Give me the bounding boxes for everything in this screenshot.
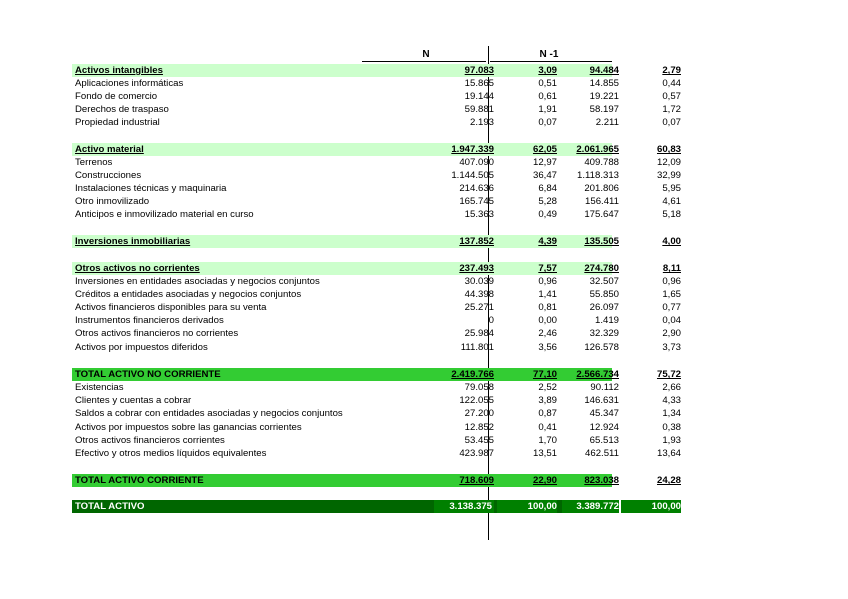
- value-n: 122.055: [459, 395, 494, 406]
- percent-n-1: 1,93: [662, 435, 681, 446]
- table-row: [72, 77, 681, 90]
- row-label: Créditos a entidades asociadas y negocios conjuntos: [75, 289, 302, 300]
- value-n: 19.144: [464, 91, 494, 102]
- row-label: Terrenos: [75, 157, 113, 168]
- table-row: [72, 314, 681, 327]
- value-n-1: 94.484: [589, 65, 619, 76]
- value-n-1: 65.513: [589, 435, 619, 446]
- row-label: Otro inmovilizado: [75, 196, 150, 207]
- table-row: [72, 90, 681, 103]
- value-n-1: 274.780: [584, 263, 619, 274]
- total-row: [72, 500, 681, 513]
- value-n-1: 32.329: [589, 328, 619, 339]
- table-row: [72, 182, 681, 195]
- percent-n: 5,28: [538, 196, 557, 207]
- percent-n: 7,57: [538, 263, 557, 274]
- value-n-1: 45.347: [589, 408, 619, 419]
- value-n: 1.947.339: [451, 144, 494, 155]
- percent-n-1: 0,96: [662, 276, 681, 287]
- row-label: Instrumentos financieros derivados: [75, 315, 224, 326]
- percent-n: 1,41: [538, 289, 557, 300]
- value-n: 30.039: [464, 276, 494, 287]
- value-n-1: 126.578: [584, 342, 619, 353]
- value-n-1: 12.924: [589, 422, 619, 433]
- table-row: [72, 103, 681, 116]
- value-n-1: 823.038: [584, 475, 619, 486]
- percent-n-1: 0,07: [662, 117, 681, 128]
- value-n: 44.398: [464, 289, 494, 300]
- percent-n: 0,49: [538, 209, 557, 220]
- percent-n: 77,10: [532, 369, 557, 380]
- row-label: Aplicaciones informáticas: [75, 78, 184, 89]
- percent-n-1: 2,79: [662, 65, 681, 76]
- row-label: Propiedad industrial: [75, 117, 160, 128]
- value-n-1: 19.221: [589, 91, 619, 102]
- value-n-1: 1.419: [594, 315, 619, 326]
- row-label: Inversiones en entidades asociadas y negocios conjuntos: [75, 276, 320, 287]
- value-n-1: 2.211: [595, 117, 619, 128]
- percent-n-1: 5,95: [662, 183, 681, 194]
- percent-n-1: 0,44: [662, 78, 681, 89]
- table-row: [72, 208, 681, 221]
- percent-n: 62,05: [532, 144, 557, 155]
- percent-n: 12,97: [532, 157, 557, 168]
- value-n-1: 2.566.734: [576, 369, 619, 380]
- row-label: Saldos a cobrar con entidades asociadas y negocios conjuntos: [75, 408, 343, 419]
- table-row: [72, 407, 681, 420]
- value-n-1: 2.061.965: [576, 144, 619, 155]
- value-n: 79.058: [464, 382, 494, 393]
- value-n: 2.193: [469, 117, 494, 128]
- percent-n-1: 32,99: [656, 170, 681, 181]
- percent-n: 0,61: [538, 91, 557, 102]
- percent-n-1: 4,00: [662, 236, 681, 247]
- value-n-1: 1.118.313: [577, 170, 619, 181]
- section-row: [72, 235, 681, 248]
- percent-n-1: 3,73: [662, 342, 681, 353]
- total-row: [72, 474, 681, 487]
- percent-n-1: 75,72: [656, 369, 681, 380]
- percent-n: 3,89: [538, 395, 557, 406]
- row-label: Clientes y cuentas a cobrar: [75, 395, 192, 406]
- row-label: Activos por impuestos sobre las ganancias corrientes: [75, 422, 302, 433]
- value-n-1: 409.788: [584, 157, 619, 168]
- percent-n-1: 4,33: [662, 395, 681, 406]
- percent-n-1: 8,11: [662, 263, 681, 274]
- value-n-1: 26.097: [589, 302, 619, 313]
- header-underline-n: [362, 61, 486, 62]
- value-n: 137.852: [459, 236, 494, 247]
- percent-n: 0,81: [538, 302, 557, 313]
- percent-n-1: 60,83: [656, 144, 681, 155]
- row-label: Existencias: [75, 382, 124, 393]
- table-row: [72, 288, 681, 301]
- percent-n: 0,00: [538, 315, 557, 326]
- value-n: 1.144.505: [451, 170, 494, 181]
- percent-n: 100,00: [497, 500, 557, 513]
- row-label: TOTAL ACTIVO: [75, 501, 145, 512]
- percent-n: 1,91: [538, 104, 557, 115]
- table-row: [72, 116, 681, 129]
- table-row: [72, 156, 681, 169]
- value-n-1: 146.631: [584, 395, 619, 406]
- percent-n: 0,51: [538, 78, 557, 89]
- percent-n: 0,07: [538, 117, 557, 128]
- table-row: [72, 447, 681, 460]
- value-n: 214.636: [459, 183, 494, 194]
- percent-n: 1,70: [538, 435, 557, 446]
- percent-n: 22,90: [532, 475, 557, 486]
- section-row: [72, 64, 681, 77]
- section-row: [72, 143, 681, 156]
- value-n: 423.987: [459, 448, 494, 459]
- row-label: Fondo de comercio: [75, 91, 158, 102]
- row-label: Construcciones: [75, 170, 142, 181]
- value-n-1: 175.647: [584, 209, 619, 220]
- percent-n-1: 1,72: [662, 104, 681, 115]
- value-n: 27.200: [464, 408, 494, 419]
- value-n-1: 156.411: [585, 196, 619, 207]
- header-underline-n-1: [490, 61, 612, 62]
- value-n: 15.865: [464, 78, 494, 89]
- value-n: 25.271: [464, 302, 494, 313]
- row-label: TOTAL ACTIVO NO CORRIENTE: [75, 369, 221, 380]
- value-n: 407.090: [459, 157, 494, 168]
- row-label: Activos intangibles: [75, 65, 163, 76]
- row-label: Anticipos e inmovilizado material en curso: [75, 209, 254, 220]
- value-n: 3.138.375: [434, 500, 494, 513]
- table-row: [72, 421, 681, 434]
- value-n-1: 3.389.772: [562, 500, 619, 513]
- table-row: [72, 434, 681, 447]
- table-row: [72, 275, 681, 288]
- percent-n: 0,87: [538, 408, 557, 419]
- value-n: 53.455: [464, 435, 494, 446]
- percent-n-1: 1,34: [662, 408, 681, 419]
- value-n: 111.801: [460, 342, 494, 353]
- row-label: Activos financieros disponibles para su venta: [75, 302, 267, 313]
- value-n-1: 90.112: [590, 382, 619, 393]
- row-label: Instalaciones técnicas y maquinaria: [75, 183, 227, 194]
- percent-n-1: 2,66: [662, 382, 681, 393]
- percent-n-1: 100,00: [621, 500, 681, 513]
- total-row: [72, 368, 681, 381]
- percent-n-1: 0,57: [662, 91, 681, 102]
- value-n: 2.419.766: [451, 369, 494, 380]
- value-n: 97.083: [464, 65, 494, 76]
- value-n-1: 14.855: [589, 78, 619, 89]
- section-row: [72, 262, 681, 275]
- percent-n-1: 24,28: [656, 475, 681, 486]
- column-header-n-1: N -1: [539, 49, 559, 60]
- percent-n: 3,56: [538, 342, 557, 353]
- value-n: 12.852: [464, 422, 494, 433]
- percent-n: 6,84: [538, 183, 557, 194]
- percent-n-1: 4,61: [662, 196, 681, 207]
- percent-n: 3,09: [538, 65, 557, 76]
- percent-n: 2,52: [538, 382, 557, 393]
- percent-n-1: 0,38: [662, 422, 681, 433]
- value-n: 237.493: [459, 263, 494, 274]
- percent-n: 13,51: [532, 448, 557, 459]
- value-n: 15.363: [464, 209, 494, 220]
- table-row: [72, 381, 681, 394]
- value-n: 718.609: [459, 475, 494, 486]
- value-n-1: 135.505: [584, 236, 619, 247]
- value-n-1: 55.850: [589, 289, 619, 300]
- value-n: 0: [488, 315, 494, 326]
- table-row: [72, 169, 681, 182]
- row-label: Inversiones inmobiliarias: [75, 236, 191, 247]
- percent-n-1: 1,65: [662, 289, 681, 300]
- value-n: 165.745: [459, 196, 494, 207]
- table-row: [72, 341, 681, 354]
- value-n-1: 32.507: [589, 276, 619, 287]
- percent-n-1: 2,90: [662, 328, 681, 339]
- value-n-1: 201.806: [584, 183, 619, 194]
- table-row: [72, 327, 681, 340]
- row-label: Otros activos financieros corrientes: [75, 435, 225, 446]
- table-row: [72, 195, 681, 208]
- value-n-1: 462.511: [585, 448, 619, 459]
- row-label: Activo material: [75, 144, 144, 155]
- percent-n-1: 0,77: [662, 302, 681, 313]
- percent-n-1: 12,09: [656, 157, 681, 168]
- value-n: 59.881: [464, 104, 494, 115]
- value-n: 25.984: [464, 328, 494, 339]
- percent-n: 0,96: [538, 276, 557, 287]
- table-row: [72, 301, 681, 314]
- percent-n-1: 5,18: [662, 209, 681, 220]
- row-label: Efectivo y otros medios líquidos equivalentes: [75, 448, 267, 459]
- row-label: TOTAL ACTIVO CORRIENTE: [75, 475, 204, 486]
- percent-n: 4,39: [538, 236, 557, 247]
- column-header-n: N: [422, 49, 430, 60]
- row-label: Otros activos financieros no corrientes: [75, 328, 239, 339]
- percent-n-1: 13,64: [656, 448, 681, 459]
- percent-n: 2,46: [538, 328, 557, 339]
- row-label: Activos por impuestos diferidos: [75, 342, 208, 353]
- percent-n: 0,41: [538, 422, 557, 433]
- value-n-1: 58.197: [589, 104, 619, 115]
- table-row: [72, 394, 681, 407]
- row-label: Derechos de traspaso: [75, 104, 169, 115]
- percent-n: 36,47: [532, 170, 557, 181]
- row-label: Otros activos no corrientes: [75, 263, 200, 274]
- percent-n-1: 0,04: [662, 315, 681, 326]
